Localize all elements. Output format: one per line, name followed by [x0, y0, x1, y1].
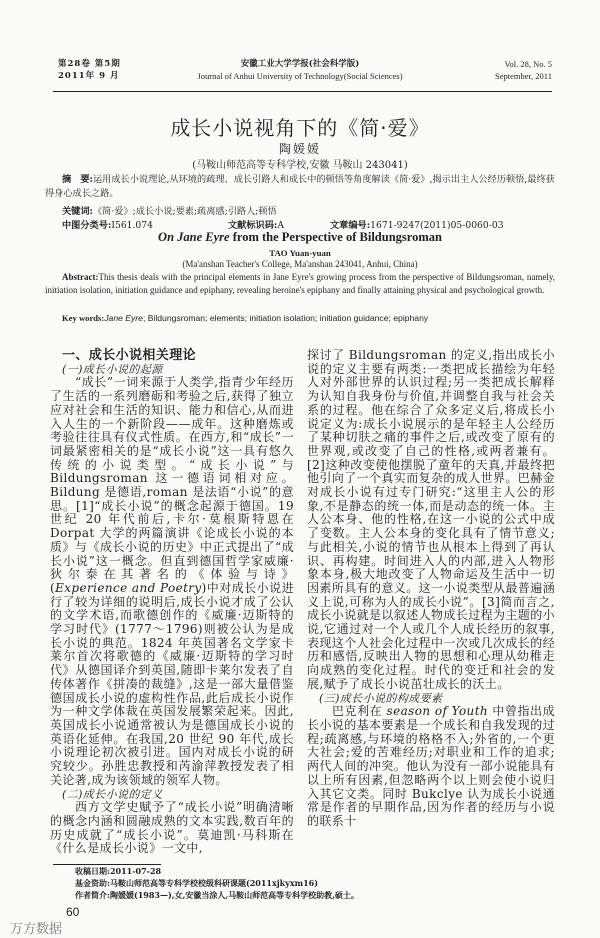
affiliation-cn: (马鞍山师范高等专科学校,安徽 马鞍山 243041): [192, 160, 408, 171]
paragraph-text: 巴克利在: [332, 704, 387, 719]
volume-info-en: [495, 58, 552, 82]
footnote-author-bio: 作者简介:陶媛媛(1983—),女,安徽当涂人,马鞍山师范高等专科学校助教,硕士。: [75, 890, 359, 901]
clc-code: [62, 217, 153, 231]
journal-name-en: Journal of Anhui University of Technology(Social Sciences): [197, 71, 403, 81]
footnote-received: 收稿日期:2011-07-28: [75, 866, 162, 877]
footnote-fund: 基金资助:马鞍山师范高等专科学校校级科研课题(2011xjkyxm16): [75, 878, 319, 889]
keywords-text-cn: 《简·爱》;成长小说;要素;疏离感;引路人;顿悟: [92, 206, 277, 217]
watermark: 万方数据: [10, 922, 63, 938]
page-number: 60: [66, 905, 80, 920]
paragraph-text: “成长”一词来源于人类学,指青少年经历了生活的一系列磨砺和考验之后,获得了独立应对社会和生活的知识、能力和信心,从而进入人生的一个新阶段——成年。这种磨炼或考验往往具有仪式性质。在西方,和“成长”一词最紧密相关的是“成长小说”这一具有悠久传统的小说类型。“成长小说”与 Bildungsroman 这一德语词相对应。Bildung 是德语,roman 是法语“小说”的意思。[1]“成长小说”的概念起源于德国。19 世纪 20 年代前后,卡尔·莫根斯特恩在 Dorpat 大学的两篇演讲《论成长小说的本质》与《成长小说的历史》中正式提出了“成长小说”这一概念。但直到德国哲学家威廉·狄尔泰在其著名的《体验与诗》(: [50, 375, 294, 595]
keywords-en-rest: ; Bildungsroman; elements; initiation isolation; initiation guidance; epiphany: [142, 313, 429, 323]
abstract-label-cn: 摘 要:: [62, 174, 93, 185]
doc-code-value: A: [277, 220, 284, 231]
paragraph-text: 中曾指出成长小说的基本要素是一个成长和自我发现的过程;疏离感,与环境的格格不入;外省的,一个更大社会;爱的苦难经历;对职业和工作的追求;两代人间的冲突。他认为没有一部小说能具有以上所有因素,但忽略两个以上则会使小说归入其它文类。同时 Bukclye 认为成长小说通常是作者的早期作品,因为作者的经历与小说的联系十: [307, 704, 556, 828]
date-en: September, 2011: [495, 71, 552, 81]
article-title-en: [0, 230, 600, 245]
title-en-italic: On Jane Eyre: [158, 230, 230, 244]
section-heading: 一、成长小说相关理论: [62, 348, 197, 363]
keywords-en-italic: Jane Eyre: [104, 313, 143, 323]
volume-issue-cn: 第28卷 第5期: [58, 59, 121, 69]
keywords-cn: [62, 203, 277, 217]
article-number-label: 文章编号:: [330, 220, 371, 231]
clc-value: I561.074: [111, 220, 153, 231]
journal-name-cn: 安徽工业大学学报(社会科学版): [240, 59, 360, 69]
abstract-label-en: Abstract:: [62, 272, 99, 282]
affiliation-en: (Ma'anshan Teacher's College, Ma'anshan 243041, Anhui, China): [182, 259, 418, 269]
abstract-en: [45, 271, 555, 296]
keywords-label-cn: 关键词:: [62, 206, 93, 217]
subsection-heading: (三)成长小说的构成要素: [319, 691, 443, 705]
doc-code-label: 文献标识码:: [228, 220, 278, 231]
article-number-value: 1671-9247(2011)05-0060-03: [370, 220, 504, 231]
paragraph-italic: season of Youth: [386, 704, 489, 719]
header-rule: [53, 91, 552, 92]
subsection-heading: (一)成长小说的起源: [62, 362, 163, 376]
body-paragraph: [50, 376, 294, 787]
keywords-label-en: Key words:: [62, 313, 105, 323]
body-paragraph: 西方文学史赋予了“成长小说”明确清晰的概念内涵和圆融成熟的文本实践,数百年的历史成就了“成长小说”。莫迪凯·马科斯在《什么是成长小说》一文中,: [50, 800, 294, 856]
abstract-cn: [45, 173, 555, 201]
subsection-heading: (二)成长小说的定义: [62, 787, 163, 801]
article-number: [330, 217, 504, 231]
date-cn: 2011年 9 月: [58, 71, 120, 81]
paragraph-text: )中对成长小说进行了较为详细的说明后,成长小说才成了公认的文学术语,而歌德创作的《威廉·迈斯特的学习时代》(1777～1796)则被公认为是成长小说的典范。1824 年英国著名文学家卡莱尔首次将歌德的《威廉·迈斯特的学习时代》从德国译介到英国,随即卡莱尔发表了自传体著作《拼凑的裁缝》,这是一部大量借鉴德国成长小说的虚构性作品,此后成长小说作为一种文学体裁在英国发展繁荣起来。因此,英国成长小说通常被认为是德国成长小说的英语化延伸。在我国,20 世纪 90 年代,成长小说理论初次被引进。国内对成长小说的研究较少。孙胜忠教授和芮渝萍教授发表了相关论著,成为该领域的领军人物。: [50, 580, 294, 787]
article-title-cn: 成长小说视角下的《简·爱》: [170, 116, 430, 140]
body-paragraph-continued: 探讨了 Bildungsroman 的定义,指出成长小说的定义主要有两类:一类把成长描绘为年轻人对外部世界的认识过程;另一类把成长解释为认知自我身份与价值,并调整自我与社会关系的过程。他在综合了众多定义后,将成长小说定义为:成长小说展示的是年轻主人公经历了某种切肤之痛的事件之后,或改变了原有的世界观,或改变了自己的性格,或两者兼有。[2]这种改变使他摆脱了童年的天真,并最终把他引向了一个真实而复杂的成人世界。巴赫金对成长小说有过专门研究:“这里主人公的形象,不是静态的统一体,而是动态的统一体。主人公本身、他的性格,在这一小说的公式中成了变数。主人公本身的变化具有了情节意义;与此相关,小说的情节也从根本上得到了再认识、再构建。时间进入人的内部,进入人物形象本身,极大地改变了人物命运及生活中一切因素所具有的意义。这一小说类型从最普遍涵义上说,可称为人的成长小说”。[3]简而言之,成长小说就是以叙述人物成长过程为主题的小说,它通过对一个人或几个人成长经历的叙事,表现这个人社会化过程中一次或几次成长的经历和感悟,反映出人物的思想和心理从幼稚走向成熟的变化过程。时代的变迁和社会的发展,赋予了成长小说茁壮成长的沃土。: [307, 348, 556, 691]
doc-code: [228, 217, 284, 231]
author-en: TAO Yuan-yuan: [269, 248, 331, 258]
body-column-left: [50, 349, 294, 856]
author-cn: 陶媛媛: [278, 142, 321, 156]
body-column-right: [307, 349, 555, 829]
volume-en: Vol. 28, No. 5: [504, 59, 552, 69]
paragraph-italic: Experience and Poetry: [55, 580, 202, 595]
clc-label: 中图分类号:: [62, 220, 112, 231]
keywords-en: [62, 313, 428, 323]
abstract-text-en: This thesis deals with the principal elements in Jane Eyre's growing process from the perspective of Bildungsroman, namely, initiation isolation, initiation guidance and epiphany, revealing heroine's epiphany and finally attaining physical and psychological growth.: [45, 272, 555, 295]
body-columns: [0, 349, 600, 856]
abstract-text-cn: 运用成长小说理论,从环境的疏理、成长引路人和成长中的顿悟等角度解读《简·爱》,揭示出主人公经历顿悟,最终获得身心成长之路。: [45, 174, 555, 199]
volume-issue: [58, 58, 121, 82]
journal-name: [150, 58, 450, 82]
title-en-rest: from the Perspective of Bildungsroman: [229, 230, 442, 244]
body-paragraph: [307, 705, 555, 828]
